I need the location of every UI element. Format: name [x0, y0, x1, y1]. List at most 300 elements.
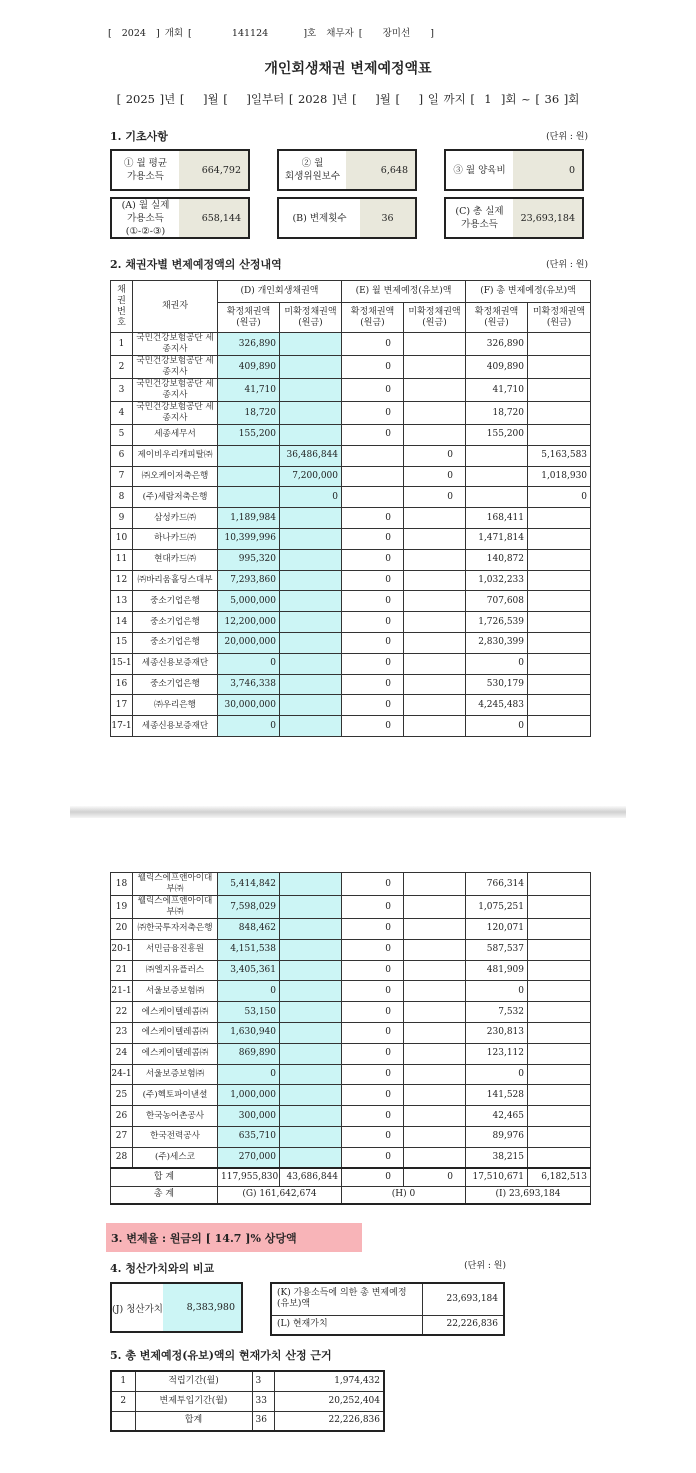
row-e-unconfirmed: [404, 716, 466, 737]
row-number: 14: [111, 612, 133, 633]
row-f-confirmed: 530,179: [466, 674, 528, 695]
row-d-unconfirmed: [280, 591, 342, 612]
header-f-unconfirmed: [528, 303, 591, 333]
liquidation-label: (J) 청산가치: [112, 1303, 163, 1315]
row-e-confirmed: 0: [342, 612, 404, 633]
row-d-confirmed: 41,710: [218, 379, 280, 402]
subtotal-e-confirmed: 0: [342, 1168, 404, 1186]
total-income-label: (C) 총 실제: [455, 206, 504, 217]
row-d-confirmed: 1,189,984: [218, 508, 280, 529]
row-d-confirmed: 300,000: [218, 1106, 280, 1127]
row-number: 19: [111, 896, 133, 919]
row-d-confirmed: 1,000,000: [218, 1085, 280, 1106]
row-d-confirmed: 869,890: [218, 1043, 280, 1064]
row-f-confirmed: 481,909: [466, 960, 528, 981]
row-number: 6: [111, 445, 133, 466]
row-d-confirmed: 20,000,000: [218, 632, 280, 653]
pv-sum-row: [111, 1411, 384, 1431]
row-d-confirmed: 7,293,860: [218, 570, 280, 591]
liquidation-value-box: [110, 1282, 243, 1333]
row-f-confirmed: 587,537: [466, 939, 528, 960]
row-d-confirmed: 12,200,000: [218, 612, 280, 633]
table-row: [111, 674, 591, 695]
payment-period: [ 2025 ]년 [ ]월 [ ]일부터 [ 2028 ]년 [ ]월 [ ] 일 까지 [ 1 ]회 ~ [ 36 ]회: [116, 92, 580, 106]
row-d-confirmed: 635,710: [218, 1126, 280, 1147]
row-f-confirmed: 140,872: [466, 549, 528, 570]
header-d-confirmed: [218, 303, 280, 333]
row-d-confirmed: [218, 445, 280, 466]
row-number: 10: [111, 528, 133, 549]
row-f-unconfirmed: 1,018,930: [528, 466, 591, 487]
row-e-unconfirmed: [404, 570, 466, 591]
net-income-value: 658,144: [179, 199, 248, 237]
pv-row-value: 1,974,432: [274, 1371, 384, 1391]
row-creditor: 한국농어촌공사: [133, 1106, 218, 1127]
row-e-unconfirmed: [404, 591, 466, 612]
row-e-confirmed: 0: [342, 1064, 404, 1085]
row-number: 24: [111, 1043, 133, 1064]
k-value: 23,693,184: [422, 1283, 504, 1315]
row-e-confirmed: 0: [342, 1022, 404, 1043]
row-d-unconfirmed: [280, 674, 342, 695]
row-e-confirmed: 0: [342, 873, 404, 896]
row-d-unconfirmed: [280, 653, 342, 674]
row-creditor: 삼성카드㈜: [133, 508, 218, 529]
row-d-confirmed: 0: [218, 653, 280, 674]
row-e-unconfirmed: [404, 939, 466, 960]
row-f-unconfirmed: [528, 1085, 591, 1106]
net-income-label-2: 가용소득: [127, 212, 164, 224]
pv-row-months: 3: [252, 1371, 274, 1391]
pv-sum-blank: [111, 1411, 135, 1431]
row-e-confirmed: 0: [342, 674, 404, 695]
row-d-confirmed: 18,720: [218, 402, 280, 425]
row-creditor: 국민건강보험공단 세종지사: [133, 333, 218, 356]
row-d-unconfirmed: [280, 1085, 342, 1106]
total-row: [111, 1186, 591, 1204]
table-row: [111, 653, 591, 674]
table-row: [111, 1002, 591, 1023]
childcare-value: 0: [513, 151, 582, 189]
row-f-confirmed: 41,710: [466, 379, 528, 402]
row-number: 21: [111, 960, 133, 981]
row-e-unconfirmed: [404, 960, 466, 981]
row-number: 15-1: [111, 653, 133, 674]
row-d-confirmed: 995,320: [218, 549, 280, 570]
row-d-unconfirmed: [280, 570, 342, 591]
row-d-unconfirmed: [280, 333, 342, 356]
row-e-confirmed: 0: [342, 1002, 404, 1023]
row-creditor: 현대카드㈜: [133, 549, 218, 570]
total-income-label-2: 가용소득: [461, 219, 498, 230]
pv-sum-value: 22,226,836: [274, 1411, 384, 1431]
row-e-unconfirmed: [404, 425, 466, 446]
row-d-confirmed: 1,630,940: [218, 1022, 280, 1043]
row-number: 9: [111, 508, 133, 529]
total-g: (G) 161,642,674: [218, 1186, 342, 1204]
row-e-confirmed: 0: [342, 570, 404, 591]
row-e-confirmed: 0: [342, 896, 404, 919]
row-e-unconfirmed: [404, 1022, 466, 1043]
row-d-unconfirmed: [280, 1043, 342, 1064]
subtotal-f-confirmed: 17,510,671: [466, 1168, 528, 1186]
row-creditor: 중소기업은행: [133, 612, 218, 633]
row-f-unconfirmed: [528, 873, 591, 896]
principal-label: (원금): [422, 317, 447, 328]
row-number: 22: [111, 1002, 133, 1023]
principal-label: (원금): [236, 317, 261, 328]
table-row: [111, 695, 591, 716]
row-f-unconfirmed: [528, 653, 591, 674]
row-e-unconfirmed: [404, 612, 466, 633]
row-creditor: 국민건강보험공단 세종지사: [133, 379, 218, 402]
row-f-confirmed: [466, 466, 528, 487]
row-d-confirmed: 0: [218, 716, 280, 737]
row-f-unconfirmed: [528, 570, 591, 591]
row-number: 2: [111, 356, 133, 379]
row-creditor: 중소기업은행: [133, 632, 218, 653]
row-e-unconfirmed: [404, 549, 466, 570]
row-f-confirmed: [466, 487, 528, 508]
row-e-confirmed: 0: [342, 379, 404, 402]
header-f-confirmed: [466, 303, 528, 333]
section-5-title: 5. 총 변제예정(유보)액의 현재가치 산정 근거: [110, 1349, 332, 1362]
monthly-income-label: ① 월 평균: [123, 158, 168, 169]
table-row: [111, 919, 591, 940]
row-d-confirmed: [218, 487, 280, 508]
row-e-confirmed: 0: [342, 1147, 404, 1168]
row-d-unconfirmed: [280, 379, 342, 402]
table-row: [111, 402, 591, 425]
row-d-unconfirmed: [280, 919, 342, 940]
row-f-unconfirmed: [528, 960, 591, 981]
section-2-title: 2. 채권자별 변제예정액의 산정내역: [110, 258, 282, 271]
monthly-income-value: 664,792: [179, 151, 248, 189]
table-row: [111, 1064, 591, 1085]
row-d-confirmed: 848,462: [218, 919, 280, 940]
row-d-unconfirmed: [280, 1126, 342, 1147]
row-f-confirmed: 326,890: [466, 333, 528, 356]
row-creditor: ㈜오케이저축은행: [133, 466, 218, 487]
row-e-confirmed: 0: [342, 425, 404, 446]
table-row: [111, 549, 591, 570]
row-creditor: (주)세람저축은행: [133, 487, 218, 508]
principal-label: (원금): [360, 317, 385, 328]
row-d-confirmed: 4,151,538: [218, 939, 280, 960]
row-e-confirmed: 0: [342, 402, 404, 425]
header-e-unconfirmed: [404, 303, 466, 333]
principal-label: (원금): [484, 317, 509, 328]
row-e-confirmed: 0: [342, 716, 404, 737]
pv-row-number: 1: [111, 1371, 135, 1391]
pv-row: [111, 1391, 384, 1411]
row-f-unconfirmed: [528, 508, 591, 529]
row-creditor: 국민건강보험공단 세종지사: [133, 402, 218, 425]
row-f-unconfirmed: [528, 632, 591, 653]
row-f-confirmed: 141,528: [466, 1085, 528, 1106]
row-f-unconfirmed: [528, 919, 591, 940]
row-creditor: 중소기업은행: [133, 591, 218, 612]
subtotal-d-unconfirmed: 43,686,844: [280, 1168, 342, 1186]
header-number: [111, 281, 133, 333]
row-creditor: 웰릭스에프앤아이대부㈜: [133, 873, 218, 896]
row-f-unconfirmed: [528, 1106, 591, 1127]
header-creditor: 채권자: [133, 281, 218, 333]
header-e-confirmed: [342, 303, 404, 333]
table-row: [111, 716, 591, 737]
row-f-unconfirmed: [528, 591, 591, 612]
row-d-confirmed: 5,414,842: [218, 873, 280, 896]
unconfirmed-label: 미확정채권액: [284, 306, 337, 317]
row-f-confirmed: 89,976: [466, 1126, 528, 1147]
row-number: 23: [111, 1022, 133, 1043]
row-f-unconfirmed: [528, 1126, 591, 1147]
row-d-confirmed: 53,150: [218, 1002, 280, 1023]
row-number: 21-1: [111, 981, 133, 1002]
pv-row: [111, 1371, 384, 1391]
trustee-fee-box: [277, 149, 417, 191]
row-f-unconfirmed: 0: [528, 487, 591, 508]
row-d-confirmed: 155,200: [218, 425, 280, 446]
row-e-unconfirmed: [404, 1147, 466, 1168]
row-creditor: 세종신용보증재단: [133, 653, 218, 674]
row-e-confirmed: 0: [342, 981, 404, 1002]
row-number: 28: [111, 1147, 133, 1168]
row-number: 27: [111, 1126, 133, 1147]
row-number: 3: [111, 379, 133, 402]
row-e-confirmed: [342, 487, 404, 508]
row-f-confirmed: 0: [466, 716, 528, 737]
row-creditor: ㈜엘지유플러스: [133, 960, 218, 981]
row-e-confirmed: 0: [342, 939, 404, 960]
row-e-confirmed: 0: [342, 1043, 404, 1064]
row-f-confirmed: 0: [466, 1064, 528, 1085]
row-e-unconfirmed: [404, 1085, 466, 1106]
childcare-box: [444, 149, 584, 191]
unit-label-2: (단위 : 원): [546, 260, 588, 270]
table-row: [111, 570, 591, 591]
row-e-unconfirmed: [404, 632, 466, 653]
row-creditor: 국민건강보험공단 세종지사: [133, 356, 218, 379]
page-title: 개인회생채권 변제예정액표: [264, 61, 432, 77]
subtotal-label: 합 계: [111, 1168, 218, 1186]
pv-row-label: 변제투입기간(월): [135, 1391, 252, 1411]
row-f-confirmed: 120,071: [466, 919, 528, 940]
l-value: 22,226,836: [422, 1315, 504, 1335]
table-row: [111, 1022, 591, 1043]
row-e-unconfirmed: [404, 981, 466, 1002]
row-f-unconfirmed: [528, 379, 591, 402]
row-f-confirmed: 1,726,539: [466, 612, 528, 633]
pv-row-value: 20,252,404: [274, 1391, 384, 1411]
row-number: 13: [111, 591, 133, 612]
row-creditor: 에스케이텔레콤㈜: [133, 1043, 218, 1064]
row-d-unconfirmed: 7,200,000: [280, 466, 342, 487]
pv-sum-count: 36: [252, 1411, 274, 1431]
case-info: [ 2024 ] 개회 [ 141124 ]호 채무자 [ 장미선 ]: [108, 28, 434, 39]
row-e-confirmed: 0: [342, 333, 404, 356]
row-e-unconfirmed: [404, 1126, 466, 1147]
row-d-unconfirmed: [280, 981, 342, 1002]
row-d-confirmed: 0: [218, 1064, 280, 1085]
row-d-confirmed: 10,399,996: [218, 528, 280, 549]
row-e-confirmed: 0: [342, 653, 404, 674]
table-row: [111, 981, 591, 1002]
row-e-confirmed: 0: [342, 549, 404, 570]
header-d: (D) 개인회생채권액: [218, 281, 342, 303]
row-e-unconfirmed: [404, 508, 466, 529]
pv-row-number: 2: [111, 1391, 135, 1411]
row-d-confirmed: 30,000,000: [218, 695, 280, 716]
row-f-unconfirmed: [528, 1022, 591, 1043]
row-f-unconfirmed: [528, 425, 591, 446]
principal-label: (원금): [298, 317, 323, 328]
header-number-2: 번호: [117, 306, 126, 328]
unit-label: (단위 : 원): [546, 132, 588, 142]
table-row: [111, 896, 591, 919]
row-creditor: 한국전력공사: [133, 1126, 218, 1147]
row-number: 8: [111, 487, 133, 508]
table-row: [111, 1085, 591, 1106]
row-d-unconfirmed: [280, 896, 342, 919]
row-creditor: (주)헥토파이낸셜: [133, 1085, 218, 1106]
confirmed-label: 확정채권액: [226, 306, 271, 317]
row-f-confirmed: [466, 445, 528, 466]
row-f-unconfirmed: [528, 674, 591, 695]
repayment-rate: 3. 변제율 : 원금의 [ 14.7 ]% 상당액: [106, 1223, 362, 1252]
table-row: [111, 445, 591, 466]
row-e-unconfirmed: [404, 896, 466, 919]
row-creditor: 서울보증보험㈜: [133, 1064, 218, 1085]
childcare-label: ③ 월 양육비: [453, 164, 506, 176]
row-number: 15: [111, 632, 133, 653]
row-d-unconfirmed: [280, 632, 342, 653]
row-f-unconfirmed: [528, 549, 591, 570]
table-row: [111, 333, 591, 356]
row-e-confirmed: 0: [342, 1085, 404, 1106]
row-d-unconfirmed: [280, 1147, 342, 1168]
row-e-confirmed: 0: [342, 591, 404, 612]
row-creditor: 세종세무서: [133, 425, 218, 446]
row-f-unconfirmed: [528, 612, 591, 633]
table-row: [111, 632, 591, 653]
row-e-confirmed: 0: [342, 528, 404, 549]
row-f-unconfirmed: [528, 333, 591, 356]
row-f-confirmed: 38,215: [466, 1147, 528, 1168]
row-creditor: ㈜바리움홀딩스대부: [133, 570, 218, 591]
row-creditor: 웰릭스에프앤아이대부㈜: [133, 896, 218, 919]
row-f-confirmed: 7,532: [466, 1002, 528, 1023]
row-d-unconfirmed: [280, 425, 342, 446]
table-row: [111, 508, 591, 529]
net-income-box: [110, 197, 250, 239]
row-f-confirmed: 42,465: [466, 1106, 528, 1127]
row-e-unconfirmed: 0: [404, 487, 466, 508]
row-number: 1: [111, 333, 133, 356]
row-creditor: 서울보증보험㈜: [133, 981, 218, 1002]
row-f-unconfirmed: [528, 356, 591, 379]
row-e-confirmed: 0: [342, 356, 404, 379]
liquidation-value: 8,383,980: [163, 1284, 241, 1331]
table-row: [111, 960, 591, 981]
subtotal-row: [111, 1168, 591, 1186]
row-number: 4: [111, 402, 133, 425]
header-number-1: 채권: [117, 284, 126, 306]
row-f-confirmed: 409,890: [466, 356, 528, 379]
row-d-unconfirmed: 36,486,844: [280, 445, 342, 466]
row-e-unconfirmed: 0: [404, 466, 466, 487]
creditor-table-page-1: [110, 280, 591, 737]
row-f-unconfirmed: 5,163,583: [528, 445, 591, 466]
row-e-confirmed: 0: [342, 1106, 404, 1127]
trustee-fee-value: 6,648: [346, 151, 415, 189]
row-d-confirmed: 7,598,029: [218, 896, 280, 919]
row-f-confirmed: 155,200: [466, 425, 528, 446]
page-separator: [70, 806, 626, 818]
l-label: (L) 현재가치: [271, 1315, 422, 1335]
row-d-unconfirmed: [280, 1022, 342, 1043]
row-number: 12: [111, 570, 133, 591]
row-d-unconfirmed: [280, 716, 342, 737]
row-d-unconfirmed: [280, 402, 342, 425]
payment-count-label: (B) 변제횟수: [292, 212, 347, 224]
row-d-confirmed: 409,890: [218, 356, 280, 379]
row-e-confirmed: 0: [342, 632, 404, 653]
row-e-unconfirmed: [404, 653, 466, 674]
row-e-unconfirmed: [404, 379, 466, 402]
table-row: [111, 487, 591, 508]
row-d-unconfirmed: [280, 960, 342, 981]
total-h: (H) 0: [342, 1186, 466, 1204]
unconfirmed-label: 미확정채권액: [408, 306, 461, 317]
row-e-unconfirmed: 0: [404, 445, 466, 466]
row-creditor: ㈜우리은행: [133, 695, 218, 716]
row-e-unconfirmed: [404, 528, 466, 549]
row-number: 11: [111, 549, 133, 570]
row-f-unconfirmed: [528, 1002, 591, 1023]
table-row: [111, 873, 591, 896]
table-row: [111, 528, 591, 549]
row-f-unconfirmed: [528, 1043, 591, 1064]
row-number: 5: [111, 425, 133, 446]
confirmed-label: 확정채권액: [350, 306, 395, 317]
row-creditor: ㈜한국투자저축은행: [133, 919, 218, 940]
row-d-confirmed: 5,000,000: [218, 591, 280, 612]
row-d-unconfirmed: [280, 508, 342, 529]
table-row: [111, 379, 591, 402]
total-i: (I) 23,693,184: [466, 1186, 591, 1204]
row-number: 24-1: [111, 1064, 133, 1085]
row-f-confirmed: 1,471,814: [466, 528, 528, 549]
row-f-unconfirmed: [528, 1064, 591, 1085]
row-creditor: 중소기업은행: [133, 674, 218, 695]
row-e-unconfirmed: [404, 1064, 466, 1085]
row-e-confirmed: 0: [342, 1126, 404, 1147]
row-creditor: 제이비우리캐피탈㈜: [133, 445, 218, 466]
row-d-unconfirmed: [280, 1002, 342, 1023]
row-creditor: 에스케이텔레콤㈜: [133, 1022, 218, 1043]
row-d-confirmed: 270,000: [218, 1147, 280, 1168]
principal-label: (원금): [546, 317, 572, 328]
row-f-confirmed: 0: [466, 653, 528, 674]
row-d-unconfirmed: [280, 873, 342, 896]
row-number: 17-1: [111, 716, 133, 737]
unit-label-3: (단위 : 원): [464, 1261, 506, 1271]
net-income-label: (A) 월 실제: [121, 199, 170, 211]
row-d-unconfirmed: [280, 1106, 342, 1127]
table-row: [111, 591, 591, 612]
row-f-unconfirmed: [528, 528, 591, 549]
